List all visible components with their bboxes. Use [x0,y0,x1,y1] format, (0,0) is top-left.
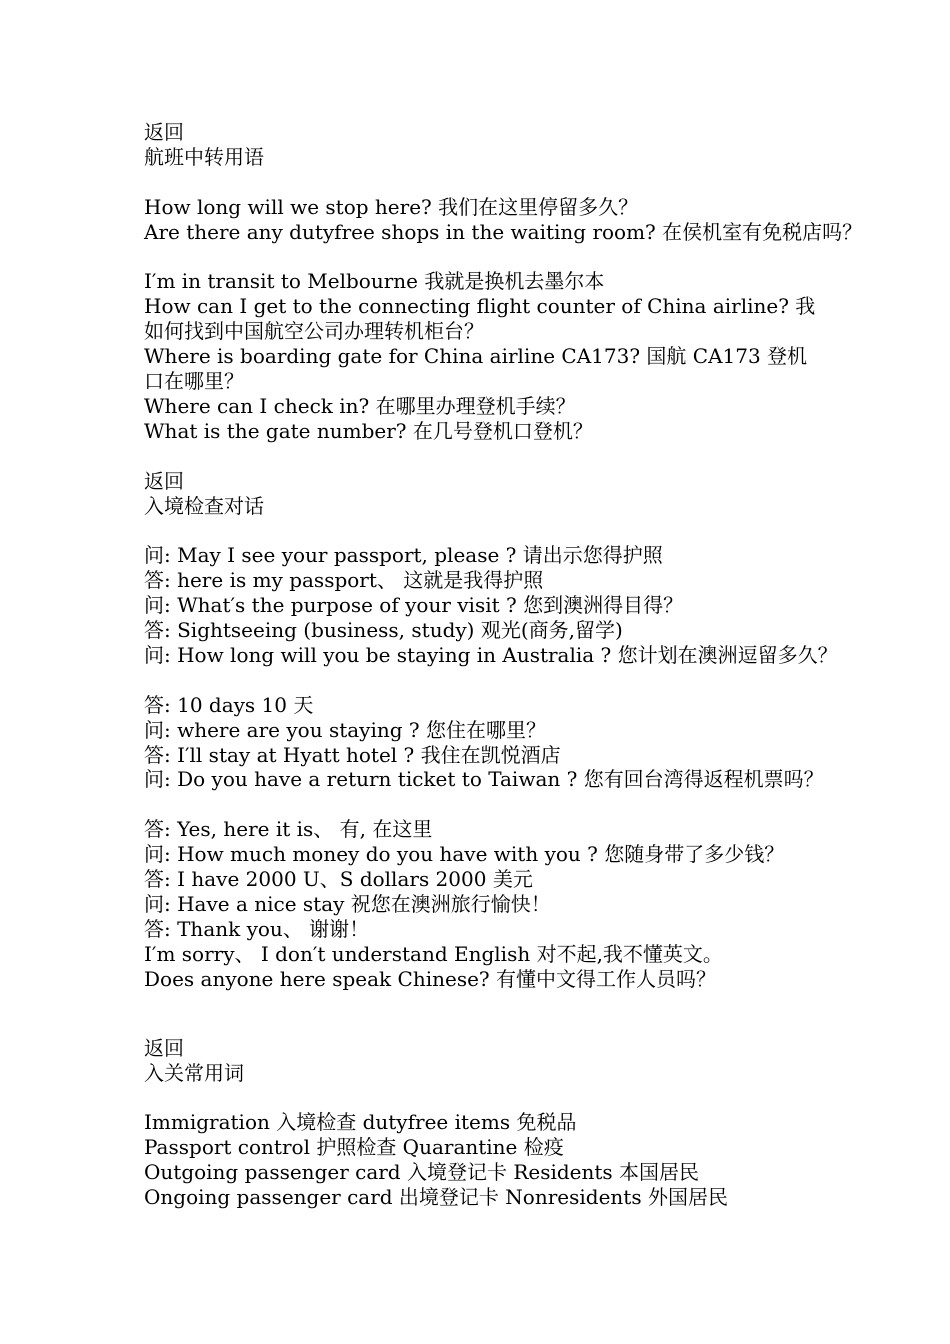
dialogue-line: 问: How much money do you have with you ? 您随身带了多少钱？ [144,842,785,867]
dialogue-line: 问: May I see your passport, please ? 请出示您得护照 [144,543,663,568]
blank-line [144,170,824,195]
blank-line [144,668,824,693]
blank-line [144,992,824,1036]
dialogue-line: 答: Thank you、 谢谢！ [144,916,370,941]
dialogue-line: 答: I′ll stay at Hyatt hotel ? 我住在凯悦酒店 [144,742,561,767]
vocab-line: Immigration 入境检查 dutyfree items 免税品 [144,1110,577,1135]
blank-line [144,1085,824,1110]
dialogue-line: 答: Yes, here it is、 有, 在这里 [144,817,433,842]
section-immigration-dialogue [144,468,838,992]
blank-line [144,792,824,817]
dialogue-line: I′m sorry、 I don′t understand English 对不起,我不懂英文。 [144,941,723,966]
section-title: 航班中转用语 [144,144,264,169]
back-link[interactable]: 返回 [144,120,184,144]
text-line: Where is boarding gate for China airline CA173? 国航 CA173 登机口在哪里？ [144,344,808,394]
text-line: What is the gate number? 在几号登机口登机？ [144,418,593,443]
dialogue-line: 问: where are you staying ? 您住在哪里？ [144,717,546,742]
text-line: How long will we stop here? 我们在这里停留多久？ [144,194,639,219]
dialogue-line: 问: Do you have a return ticket to Taiwan ? 您有回台湾得返程机票吗？ [144,767,824,792]
dialogue-line: 问: What′s the purpose of your visit ? 您到澳洲得目得？ [144,593,684,618]
text-line: How can I get to the connecting flight counter of China airline? 我如何找到中国航空公司办理转机柜台？ [144,294,816,344]
text-line: Where can I check in? 在哪里办理登机手续？ [144,393,576,418]
blank-line [144,444,824,469]
section-title: 入境检查对话 [144,493,264,518]
dialogue-line: 答: here is my passport、 这就是我得护照 [144,568,544,593]
dialogue-line: 答: Sightseeing (business, study) 观光(商务,留学) [144,618,623,643]
text-line: I′m in transit to Melbourne 我就是换机去墨尔本 [144,269,605,294]
vocab-line: Passport control 护照检查 Quarantine 检疫 [144,1135,564,1160]
vocab-line: Outgoing passenger card 入境登记卡 Residents 本国居民 [144,1160,700,1185]
section-transit [144,120,863,444]
dialogue-line: 答: 10 days 10 天 [144,692,314,717]
back-link[interactable]: 返回 [144,468,184,493]
blank-line [144,245,824,270]
text-line: Are there any dutyfree shops in the waiting room? 在侯机室有免税店吗？ [144,219,863,244]
document-page [144,120,863,1210]
dialogue-line: Does anyone here speak Chinese? 有懂中文得工作人员吗？ [144,966,717,991]
dialogue-line: 答: I have 2000 U、S dollars 2000 美元 [144,867,533,892]
dialogue-line: 问: Have a nice stay 祝您在澳洲旅行愉快！ [144,892,551,916]
section-title: 入关常用词 [144,1060,244,1085]
back-link[interactable]: 返回 [144,1035,184,1060]
dialogue-line: 问: How long will you be staying in Australia ? 您计划在澳洲逗留多久？ [144,642,838,667]
section-customs-vocabulary [144,1036,824,1210]
blank-line [144,518,824,543]
vocab-line: Ongoing passenger card 出境登记卡 Nonresidents 外国居民 [144,1185,728,1210]
